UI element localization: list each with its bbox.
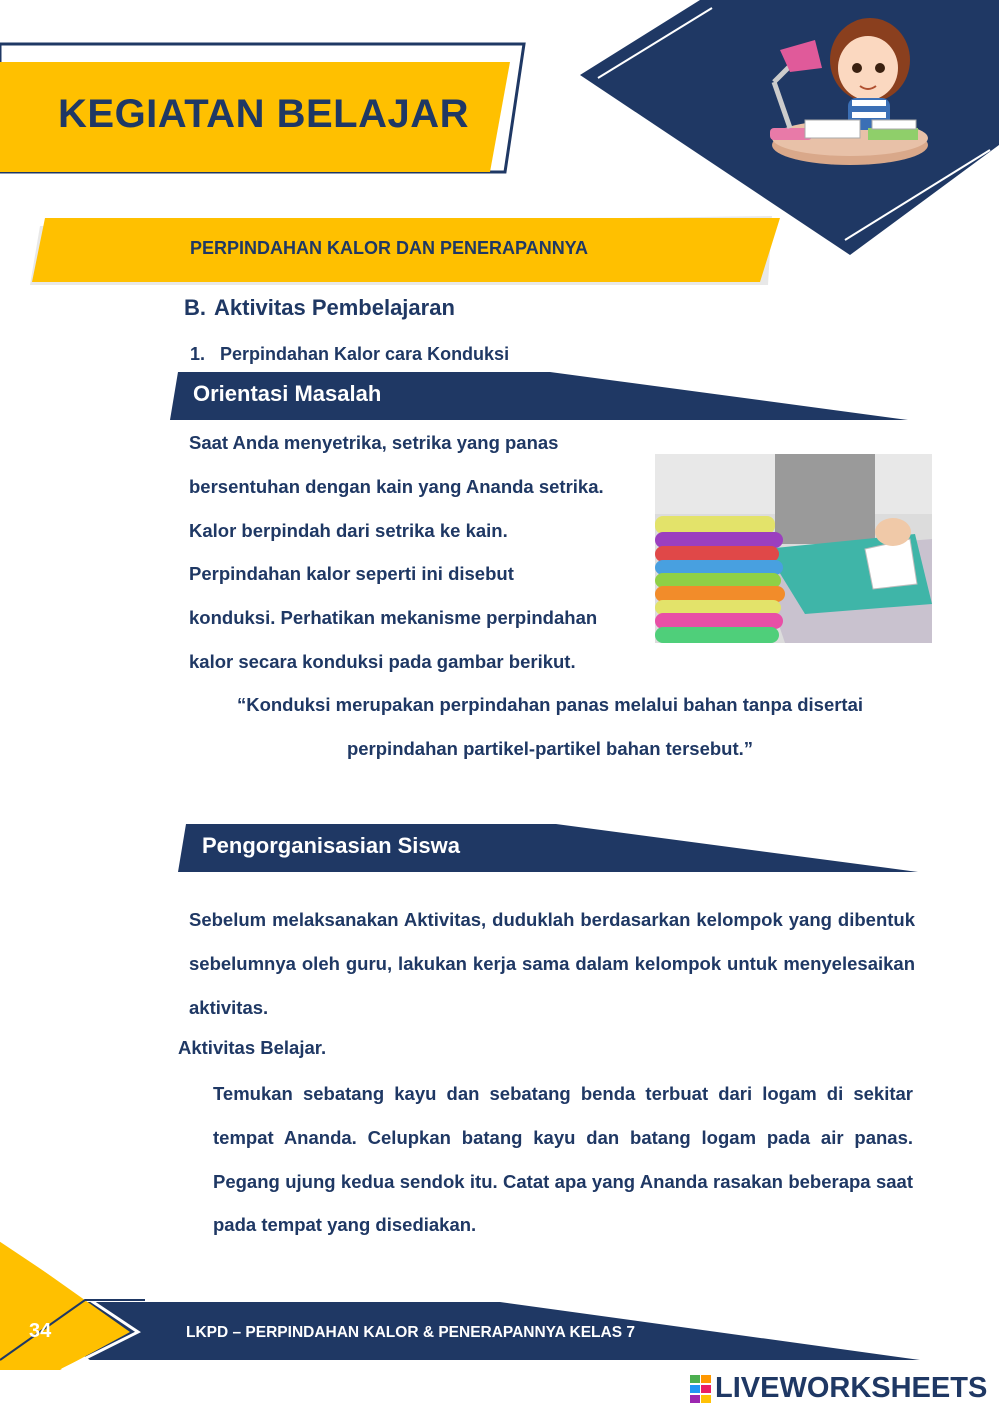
section-heading (184, 295, 455, 321)
definition-quote (180, 683, 920, 770)
liveworksheets-logo-icon (690, 1375, 712, 1403)
pengorganisasian-paragraph: Sebelum melaksanakan Aktivitas, duduklah berdasarkan kelompok yang dibentuk sebelumnya oleh guru, lakukan kerja sama dalam kelompok untuk menyelesaikan aktivitas. (189, 909, 915, 1018)
orientasi-line: konduksi. Perhatikan mekanisme perpindahan (189, 607, 598, 629)
liveworksheets-watermark (690, 1372, 987, 1405)
pengorganisasian-label: Pengorganisasian Siswa (202, 833, 460, 858)
footer-decoration (0, 1240, 999, 1370)
orientasi-line: Perpindahan kalor seperti ini disebut (189, 563, 514, 585)
section-letter: B. (184, 295, 206, 320)
section-title: Aktivitas Pembelajaran (214, 295, 455, 320)
girl-studying-illustration (760, 10, 935, 170)
orientasi-line: kalor secara konduksi pada gambar berikut. (189, 650, 576, 672)
subsection-number: 1. (190, 344, 206, 364)
orientasi-line: Saat Anda menyetrika, setrika yang panas (189, 432, 559, 453)
page-number: 34 (29, 1320, 52, 1342)
quote-line: perpindahan partikel-partikel bahan tersebut.” (346, 737, 754, 759)
orientasi-line: Kalor berpindah dari setrika ke kain. (189, 519, 508, 541)
quote-line: “Konduksi merupakan perpindahan panas melalui bahan tanpa disertai (236, 694, 864, 715)
page-subtitle: PERPINDAHAN KALOR DAN PENERAPANNYA (190, 238, 589, 258)
orientasi-line: bersentuhan dengan kain yang Ananda setrika. (189, 475, 604, 497)
subsection-heading (190, 344, 509, 365)
orientasi-label: Orientasi Masalah (193, 381, 382, 406)
orientasi-paragraph (189, 421, 642, 684)
page-title: KEGIATAN BELAJAR (58, 92, 469, 136)
footer-title: LKPD – PERPINDAHAN KALOR & PENERAPANNYA KELAS 7 (186, 1324, 635, 1341)
aktivitas-title: Aktivitas Belajar. (178, 1037, 327, 1058)
subsection-title: Perpindahan Kalor cara Konduksi (220, 344, 510, 364)
aktivitas-paragraph: Temukan sebatang kayu dan sebatang benda terbuat dari logam di sekitar tempat Ananda. Celupkan batang kayu dan batang logam pada air panas. Pegang ujung kedua sendok itu. Catat apa yang Ananda rasakan beberapa saat pada tempat yang disediakan. (213, 1083, 913, 1236)
watermark-text: LIVEWORKSHEETS (715, 1372, 988, 1404)
ironing-photo (655, 454, 932, 643)
